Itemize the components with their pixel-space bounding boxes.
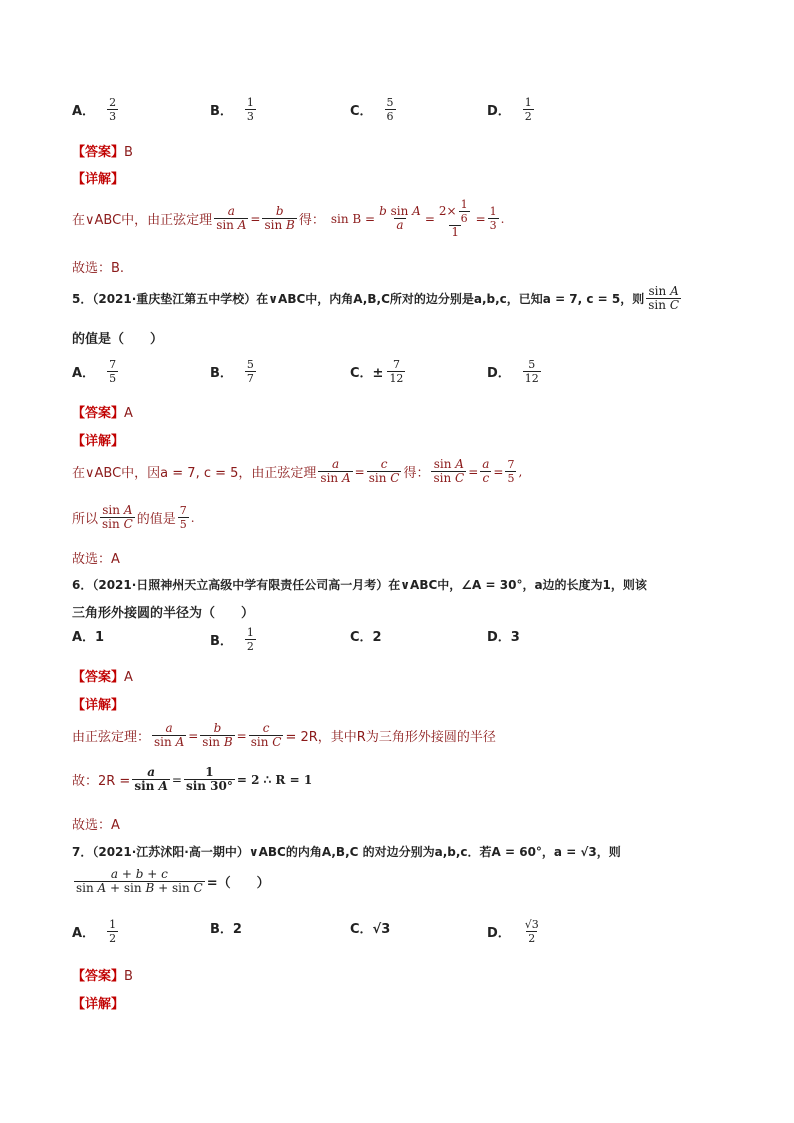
q5-stem-2: 的值是（ ）: [72, 332, 164, 347]
q6-detail-label: 【详解】: [72, 698, 125, 713]
q6-solution-2: 故：2R = $\frac{a}{\text{sin A}}$ = $\frac{1}{\sin 30^\circ}$ = 2 ∴ R = 1: [72, 765, 313, 793]
q7-option-d: D． $\frac{√3}{2}$: [487, 918, 539, 945]
q7-answer: 【答案】B: [72, 969, 133, 984]
q5-final: 故选：A: [72, 552, 120, 567]
q7-detail-label: 【详解】: [72, 997, 125, 1012]
q4-option-a: A． $\frac{2}{3}$: [72, 96, 117, 123]
q5-option-a: A． $\frac{7}{5}$: [72, 358, 117, 385]
q6-stem: 6．（2021·日照神州天立高级中学有限责任公司高一月考）在∨ABC中，∠A = 30°，a边的长度为1，则该: [72, 578, 647, 592]
q6-option-d: D．3: [487, 630, 520, 645]
q6-answer: 【答案】A: [72, 670, 133, 685]
q4-option-b: B． $\frac{1}{3}$: [210, 96, 254, 123]
q6-option-c: C．2: [350, 630, 382, 645]
q6-stem-2: 三角形外接圆的半径为（ ）: [72, 606, 255, 621]
q5-solution-2: 所以 $\frac{\text{sin A}}{\text{sin C}}$ 的值是 $\frac{7}{5}$ .: [72, 503, 195, 531]
q5-option-b: B． $\frac{5}{7}$: [210, 358, 254, 385]
q6-option-b: B． $\frac{1}{2}$: [210, 626, 254, 653]
q7-option-b: B．2: [210, 922, 242, 937]
q5-detail-label: 【详解】: [72, 434, 125, 449]
q7-stem: 7．（2021·江苏沭阳·高一期中）∨ABC的内角A,B,C 的对边分别为a,b,c．若A = 60°，a = √3，则: [72, 845, 621, 859]
q4-solution: 在∨ABC中，由正弦定理 $\frac{a}{\text{sin A}}$ = $\frac{b}{\text{sin B}}$ 得： sin B = $\frac{\text{b sin A}}{a}$ = 2× $\frac{1}{6}$ 1 = $\frac{1}{3}$ .: [72, 198, 505, 239]
q4-option-d: D． $\frac{1}{2}$: [487, 96, 532, 123]
q5-option-d: D． $\frac{5}{12}$: [487, 358, 539, 385]
q4-detail-label: 【详解】: [72, 172, 125, 187]
q6-solution-1: 由正弦定理： $\frac{a}{\text{sin A}}$ = $\frac{b}{\text{sin B}}$ = $\frac{c}{\text{sin C}}$ = 2R，其中R为三角形外接圆的半径: [72, 721, 496, 749]
q5-stem: 5．（2021·重庆垫江第五中学校）在∨ABC中，内角A,B,C所对的边分别是a,b,c，已知a = 7, c = 5，则 $\frac{\text{sin A}}{\text{sin C}}$: [72, 284, 679, 312]
q4-option-c: C． $\frac{5}{6}$: [350, 96, 394, 123]
q7-option-a: A． $\frac{1}{2}$: [72, 918, 117, 945]
q7-option-c: C．√3: [350, 922, 391, 937]
q4-answer: 【答案】B: [72, 145, 133, 160]
q4-final: 故选：B.: [72, 261, 125, 276]
q7-stem-2: $\frac{a + b + c}{\text{sin A + sin B + sin C}}$ =（ ）: [76, 867, 270, 895]
q5-option-c: C．± $\frac{7}{12}$: [350, 358, 404, 385]
q5-answer: 【答案】A: [72, 406, 133, 421]
q6-final: 故选：A: [72, 818, 120, 833]
q5-solution-1: 在∨ABC中，因a = 7, c = 5，由正弦定理 $\frac{a}{\text{sin A}}$ = $\frac{c}{\text{sin C}}$ 得： $\frac{\text{sin A}}{\text{sin C}}$ = $\frac{a}{c}$ = $\frac{7}{5}$ ,: [72, 457, 523, 485]
q6-option-a: A．1: [72, 630, 105, 645]
